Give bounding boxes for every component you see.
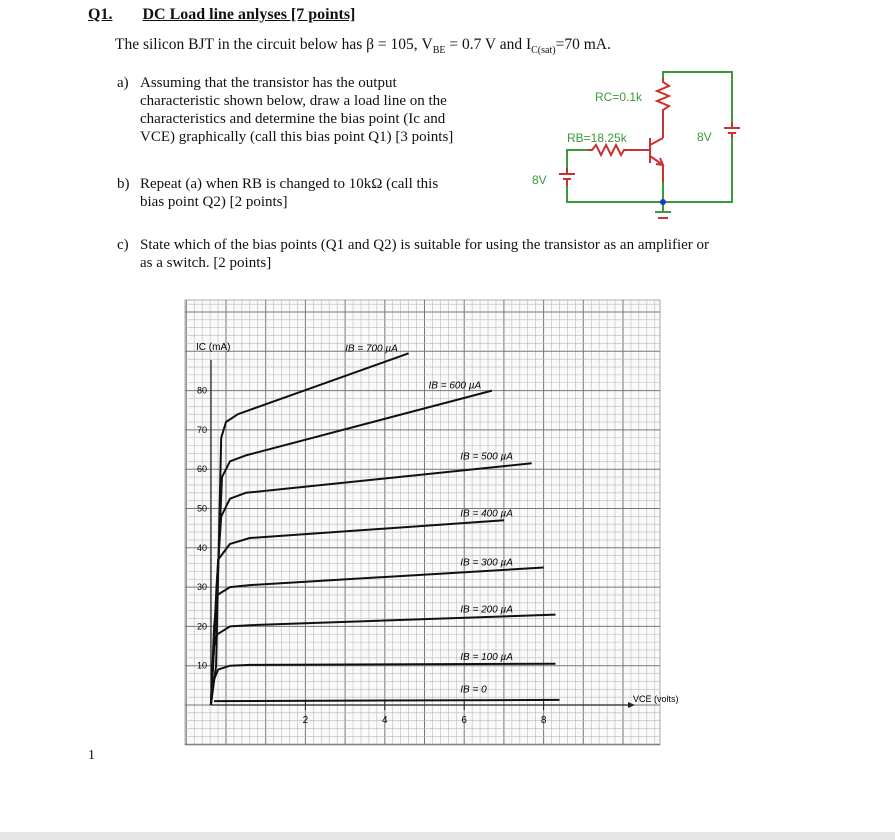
question-a-label: a) — [117, 75, 129, 91]
text-line: as a switch. [2 points] — [140, 255, 272, 271]
question-c-label: c) — [117, 237, 129, 253]
text-line: characteristic shown below, draw a load line on the — [140, 93, 447, 109]
curve-label: IB = 0 — [460, 684, 487, 696]
y-tick-label: 10 — [197, 660, 208, 671]
ic-subscript: C(sat) — [531, 45, 556, 57]
rb-label: RB=18.25k — [567, 131, 627, 145]
text-line: State which of the bias points (Q1 and Q2) is suitable for using the transistor as an amplifier or — [140, 237, 710, 253]
text-line: Repeat (a) when RB is changed to 10kΩ (call this — [140, 176, 439, 192]
curve-ib-7 — [214, 700, 559, 701]
y-tick-label: 20 — [197, 621, 208, 632]
y-tick-label: 60 — [197, 464, 208, 475]
text-line: characteristics and determine the bias point (Ic and — [140, 111, 446, 127]
question-number: Q1. — [88, 6, 113, 23]
x-tick-label: 4 — [382, 715, 388, 726]
text-line: bias point Q2) [2 points] — [140, 194, 288, 210]
curve-label: IB = 700 µA — [345, 343, 398, 355]
x-tick-label: 8 — [540, 715, 547, 726]
x-tick-label: 2 — [302, 715, 309, 726]
text-line: VCE) graphically (call this bias point Q1) [3 points] — [140, 129, 454, 145]
page-number: 1 — [88, 748, 95, 763]
y-axis-label: IC (mA) — [196, 342, 231, 353]
curve-label: IB = 300 µA — [460, 557, 513, 569]
text-line: Assuming that the transistor has the output — [140, 75, 397, 91]
question-b-label: b) — [117, 176, 130, 192]
curve-label: IB = 100 µA — [460, 651, 513, 663]
x-axis-label: VCE (volts) — [633, 694, 679, 704]
y-tick-label: 50 — [197, 503, 208, 514]
intro-part: = 0.7 V and I — [445, 36, 532, 53]
page-bottom-bar — [0, 832, 895, 840]
y-tick-label: 40 — [197, 542, 208, 553]
vcc-label: 8V — [697, 130, 712, 144]
curve-label: IB = 200 µA — [460, 604, 513, 616]
vbb-label: 8V — [532, 173, 547, 187]
curve-label: IB = 500 µA — [460, 451, 513, 463]
question-heading: DC Load line anlyses [7 points] — [142, 6, 356, 23]
y-tick-label: 30 — [197, 582, 208, 593]
rc-label: RC=0.1k — [595, 90, 643, 104]
curve-label: IB = 600 µA — [428, 380, 482, 392]
intro-part: The silicon BJT in the circuit below has β = 105, V — [115, 36, 433, 53]
x-tick-label: 6 — [461, 715, 467, 726]
intro-part: =70 mA. — [555, 36, 611, 53]
vbe-subscript: BE — [432, 45, 446, 57]
y-tick-label: 70 — [197, 424, 208, 435]
y-tick-label: 80 — [197, 385, 208, 396]
curve-label: IB = 400 µA — [460, 508, 513, 520]
